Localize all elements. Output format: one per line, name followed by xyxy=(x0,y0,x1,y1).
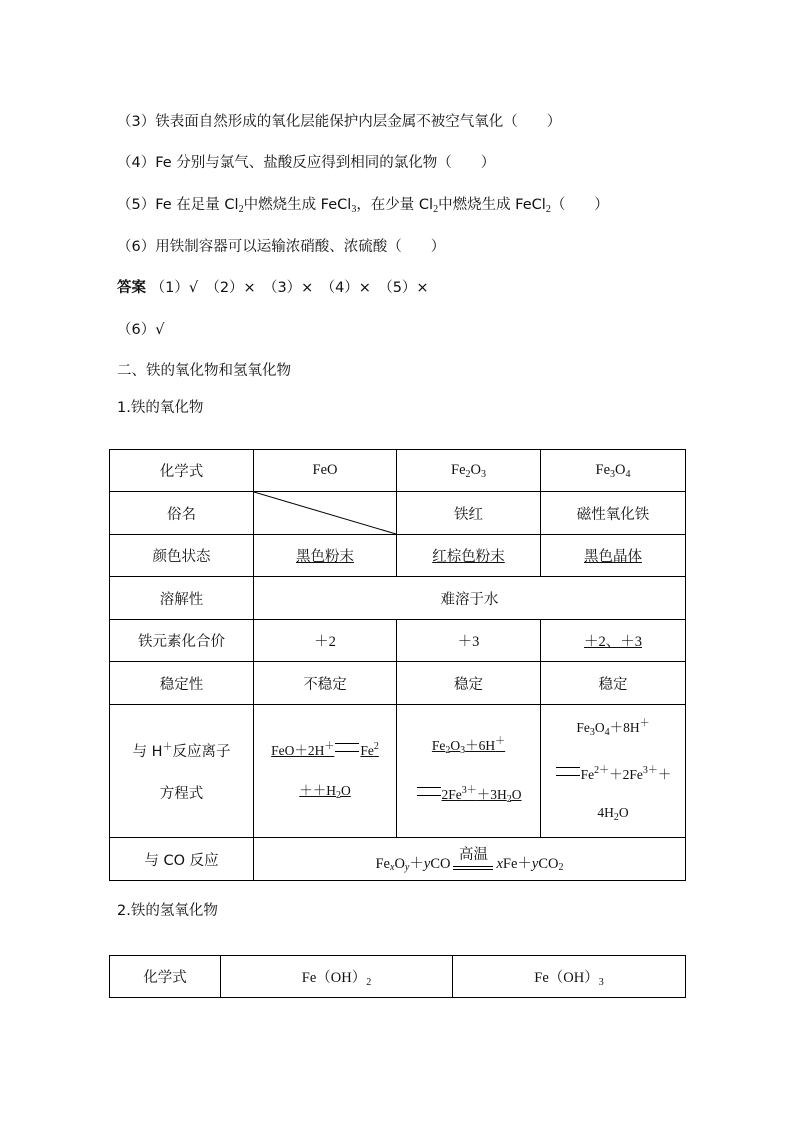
formula-part: O xyxy=(615,461,626,478)
q5-part-c: ，在少量 Cl xyxy=(356,197,434,213)
eq-part: ＋8H xyxy=(609,720,640,735)
equals-sign-icon xyxy=(453,869,493,870)
formula-sub: 3 xyxy=(598,976,604,988)
eq-sub: 2 xyxy=(558,862,564,873)
table-row-stability xyxy=(110,662,686,705)
eq-part: Fe xyxy=(431,738,446,753)
cell-fe3o4 xyxy=(541,450,686,492)
eq-part: Fe xyxy=(580,767,595,782)
table-row-valence xyxy=(110,620,686,662)
eq-part: ＋＋H xyxy=(299,782,336,798)
eq-part: ＋6H xyxy=(465,738,496,753)
formula-part: Fe（OH） xyxy=(534,969,599,986)
cell-empty-diagonal xyxy=(254,492,397,535)
q5-sub: 2 xyxy=(238,204,244,215)
eq-part: O xyxy=(594,720,605,735)
eq-sup: 3＋ xyxy=(461,785,477,796)
eq-part: ＋ xyxy=(409,856,424,872)
eq-part: ＋3H xyxy=(476,787,507,802)
cell-co-equation xyxy=(254,838,686,881)
cell-fe3o4-stability: 稳定 xyxy=(541,662,686,705)
eq-part: 2Fe xyxy=(441,787,462,802)
cell-feo: FeO xyxy=(254,450,397,492)
row-label xyxy=(110,705,254,838)
cell-fe3o4-color xyxy=(541,535,686,577)
eq-part: O xyxy=(450,738,461,753)
eq-sup: ＋ xyxy=(324,740,335,752)
cell-fe3o4-equation xyxy=(541,705,686,838)
equals-sign-icon xyxy=(453,866,493,867)
eq-sup: 2 xyxy=(373,740,379,752)
row-label: 化学式 xyxy=(110,450,254,492)
formula-part: O xyxy=(470,461,481,478)
eq-part: CO xyxy=(430,856,451,872)
eq-part: 4H xyxy=(597,805,614,820)
formula-part: Fe xyxy=(595,461,610,478)
eq-sub: x xyxy=(389,862,395,873)
q5-part-d: 中燃烧生成 FeCl xyxy=(438,197,546,213)
cell-fe2o3-color xyxy=(397,535,541,577)
table-row-solubility xyxy=(110,577,686,620)
eq-part: O xyxy=(341,782,351,798)
eq-part: Fe xyxy=(576,720,590,735)
answer-fill: ＋2、＋3 xyxy=(584,634,642,650)
eq-sub: 2 xyxy=(613,812,619,823)
eq-sub: 2 xyxy=(336,789,341,801)
row-label: 俗名 xyxy=(110,492,254,535)
label-part: 与 H xyxy=(132,744,163,760)
subsection-hydroxides: 2.铁的氢氧化物 xyxy=(117,903,218,919)
eq-sub: 2 xyxy=(445,745,451,756)
eq-part: FeO＋2H xyxy=(271,742,325,758)
formula-sub: 3 xyxy=(480,468,486,480)
reaction-condition: 高温 xyxy=(458,847,488,863)
q5-sub: 2 xyxy=(433,204,439,215)
table-row-color xyxy=(110,535,686,577)
cell-feo-color xyxy=(254,535,397,577)
eq-part: Fe xyxy=(360,742,374,758)
label-part: 反应离子 xyxy=(172,744,231,760)
row-label: 与 CO 反应 xyxy=(110,838,254,881)
table-row-formula xyxy=(110,956,686,998)
q5-part-e: （ ） xyxy=(550,197,609,213)
answer-text: （1）√ （2）× （3）× （4）× （5）× xyxy=(150,280,429,296)
label-sup: ＋ xyxy=(162,742,173,753)
label-part: 方程式 xyxy=(159,786,204,802)
q5-sub: 3 xyxy=(351,204,357,215)
table-row-co-reaction xyxy=(110,838,686,881)
q5-part-a: （5）Fe 在足量 Cl xyxy=(117,197,239,213)
eq-sup: ＋ xyxy=(639,718,650,729)
eq-sub: 4 xyxy=(604,727,610,738)
eq-sub: y xyxy=(404,862,410,873)
formula-sub: 3 xyxy=(610,468,615,480)
eq-part: Fe xyxy=(375,856,390,872)
q5-part-b: 中燃烧生成 FeCl xyxy=(243,197,352,213)
cell-feo-equation xyxy=(254,705,397,838)
eq-part: x xyxy=(496,856,503,872)
cell-feoh3 xyxy=(453,956,686,998)
diagonal-line xyxy=(254,492,396,534)
eq-part: y xyxy=(423,856,431,872)
eq-sup: 3＋ xyxy=(642,765,658,776)
equals-sign-icon xyxy=(417,787,441,796)
question-5 xyxy=(117,193,609,215)
cell-fe3o4-valence xyxy=(541,620,686,662)
table-row-common-name xyxy=(110,492,686,535)
eq-part: O xyxy=(511,787,522,802)
formula-sub: 2 xyxy=(366,976,372,988)
equals-sign-icon xyxy=(556,767,580,776)
question-6: （6）用铁制容器可以运输浓硝酸、浓硫酸（ ） xyxy=(117,239,446,255)
answer-line-2: （6）√ xyxy=(117,322,165,338)
eq-sub: 3 xyxy=(460,745,466,756)
eq-sub: 2 xyxy=(506,794,512,805)
eq-part: O xyxy=(394,856,405,872)
answer-line-1 xyxy=(117,276,429,297)
eq-part: y xyxy=(531,856,539,872)
formula-part: Fe xyxy=(451,461,466,478)
cell-feo-valence: ＋2 xyxy=(254,620,397,662)
reaction-arrow xyxy=(453,845,493,873)
row-label: 铁元素化合价 xyxy=(110,620,254,662)
cell-feo-stability: 不稳定 xyxy=(254,662,397,705)
eq-part: Fe＋ xyxy=(502,856,532,872)
oxide-table xyxy=(109,449,686,881)
question-3: （3）铁表面自然形成的氧化层能保护内层金属不被空气氧化（ ） xyxy=(117,114,562,130)
cell-fe2o3-valence: ＋3 xyxy=(397,620,541,662)
formula-part: Fe（OH） xyxy=(301,969,367,986)
cell-fe2o3 xyxy=(397,450,541,492)
formula-sub: 2 xyxy=(465,468,471,480)
section-title: 二、铁的氧化物和氢氧化物 xyxy=(117,363,291,379)
table-row-ionic-equation xyxy=(110,705,686,838)
hydroxide-table xyxy=(109,955,686,998)
eq-part: ＋ xyxy=(657,767,672,782)
row-label: 溶解性 xyxy=(110,577,254,620)
eq-sup: 2＋ xyxy=(594,765,610,776)
table-row-formula xyxy=(110,450,686,492)
answer-fill: 红棕色粉末 xyxy=(432,549,505,565)
cell-fe3o4-name: 磁性氧化铁 xyxy=(541,492,686,535)
row-label: 化学式 xyxy=(110,956,221,998)
formula-sub: 4 xyxy=(625,468,631,480)
answer-fill: 黑色晶体 xyxy=(584,549,642,565)
row-label: 稳定性 xyxy=(110,662,254,705)
question-4: （4）Fe 分别与氯气、盐酸反应得到相同的氯化物（ ） xyxy=(117,155,496,171)
eq-part: ＋2Fe xyxy=(609,767,643,782)
cell-fe2o3-equation xyxy=(397,705,541,838)
eq-sup: ＋ xyxy=(495,736,506,747)
eq-sub: 3 xyxy=(589,727,595,738)
cell-feoh2 xyxy=(221,956,453,998)
cell-fe2o3-name: 铁红 xyxy=(397,492,541,535)
eq-part: CO xyxy=(538,856,559,872)
answer-label: 答案 xyxy=(117,280,146,296)
row-label: 颜色状态 xyxy=(110,535,254,577)
answer-fill: 黑色粉末 xyxy=(296,549,354,565)
subsection-oxides: 1.铁的氧化物 xyxy=(117,400,204,416)
equals-sign-icon xyxy=(335,743,359,752)
q5-sub: 2 xyxy=(545,204,551,215)
eq-part: O xyxy=(618,805,629,820)
cell-solubility: 难溶于水 xyxy=(254,577,686,620)
cell-fe2o3-stability: 稳定 xyxy=(397,662,541,705)
